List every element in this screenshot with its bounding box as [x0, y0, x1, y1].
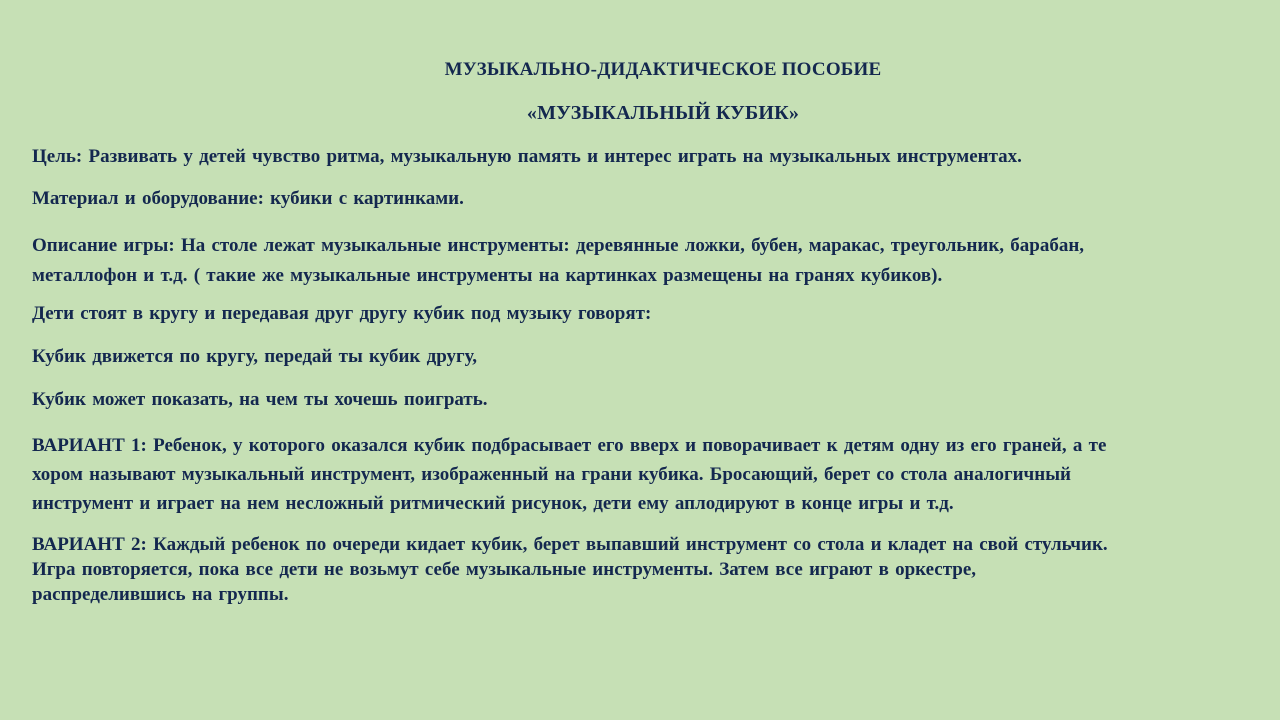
title-line-1: МУЗЫКАЛЬНО-ДИДАКТИЧЕСКОЕ ПОСОБИЕ: [444, 59, 882, 80]
children-stand-paragraph: Дети стоят в кругу и передавая друг другу кубик под музыку говорят:: [32, 303, 652, 324]
variant-1-line: ВАРИАНТ 1: Ребенок, у которого оказался кубик подбрасывает его вверх и поворачивает к детям одну из его граней, а те: [32, 435, 1107, 456]
title-line-2: «МУЗЫКАЛЬНЫЙ КУБИК»: [526, 102, 800, 124]
variant-2-line: распределившись на группы.: [32, 584, 289, 605]
description-line: металлофон и т.д. ( такие же музыкальные инструменты на картинках размещены на гранях кубиков).: [32, 265, 943, 286]
material-paragraph: Материал и оборудование: кубики с картинками.: [32, 188, 464, 209]
variant-1-line: хором называют музыкальный инструмент, изображенный на грани кубика. Бросающий, берет со стола аналогичный: [32, 464, 1071, 485]
rhyme-line-2: Кубик может показать, на чем ты хочешь поиграть.: [32, 389, 488, 410]
variant-2-line: Игра повторяется, пока все дети не возьмут себе музыкальные инструменты. Затем все играют в оркестре,: [32, 559, 977, 580]
rhyme-line-1: Кубик движется по кругу, передай ты кубик другу,: [32, 346, 478, 367]
description-line: Описание игры: На столе лежат музыкальные инструменты: деревянные ложки, бубен, маракас, треугольник, барабан,: [32, 235, 1085, 256]
variant-2-paragraph: [32, 532, 1232, 607]
goal-paragraph: Цель: Развивать у детей чувство ритма, музыкальную память и интерес играть на музыкальных инструментах.: [32, 146, 1022, 167]
variant-1-paragraph: [32, 431, 1232, 518]
description-paragraph: [32, 231, 1232, 291]
variant-1-line: инструмент и играет на нем несложный ритмический рисунок, дети ему аплодируют в конце игры и т.д.: [32, 493, 954, 514]
variant-2-line: ВАРИАНТ 2: Каждый ребенок по очереди кидает кубик, берет выпавший инструмент со стола и кладет на свой стульчик.: [32, 534, 1108, 555]
